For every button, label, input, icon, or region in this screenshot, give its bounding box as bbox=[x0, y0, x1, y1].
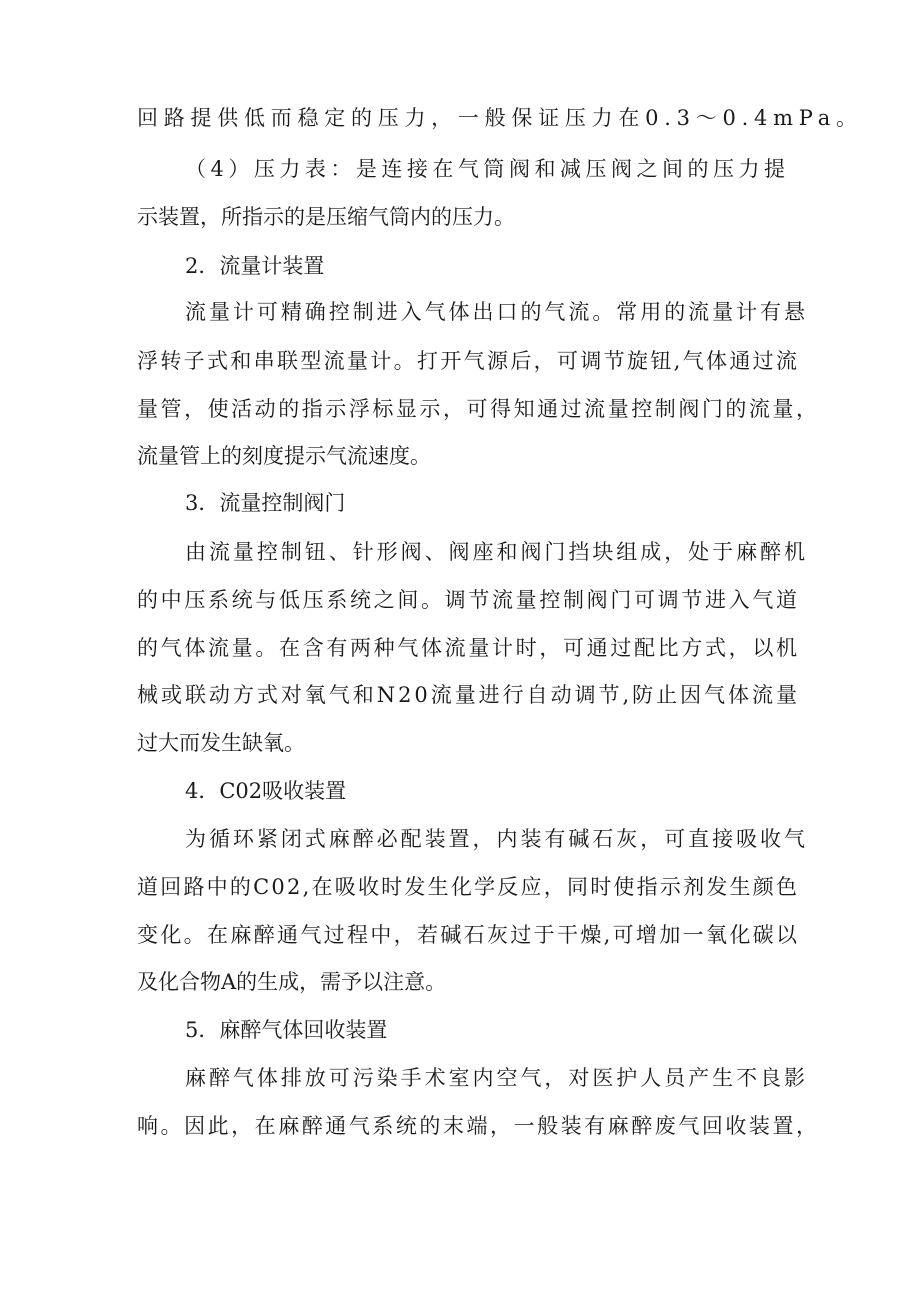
text-line: 浮转子式和串联型流量计。打开气源后，可调节旋钮,气体通过流 bbox=[137, 349, 800, 373]
text-line: 道回路中的C02,在吸收时发生化学反应，同时使指示剂发生颜色 bbox=[137, 875, 800, 899]
text-line: 过大而发生缺氧。 bbox=[137, 731, 305, 755]
section-heading: 3．流量控制阀门 bbox=[185, 491, 346, 515]
text-line: 示装置，所指示的是压缩气筒内的压力。 bbox=[137, 205, 515, 229]
text-line: 为循环紧闭式麻醉必配装置，内装有碱石灰，可直接吸收气 bbox=[185, 827, 808, 851]
section-heading: 2．流量计装置 bbox=[185, 254, 325, 278]
text-line: 变化。在麻醉通气过程中，若碱石灰过于干燥,可增加一氧化碳以 bbox=[137, 923, 800, 947]
text-line: 及化合物A的生成，需予以注意。 bbox=[137, 970, 447, 994]
section-heading: 4．C02吸收装置 bbox=[185, 779, 347, 803]
text-line: 量管，使活动的指示浮标显示，可得知通过流量控制阀门的流量， bbox=[137, 397, 820, 421]
text-line: 响。因此，在麻醉通气系统的末端，一般装有麻醉废气回收装置， bbox=[137, 1114, 820, 1138]
text-line: 流量计可精确控制进入气体出口的气流。常用的流量计有悬 bbox=[185, 300, 808, 324]
text-line: 的气体流量。在含有两种气体流量计时，可通过配比方式，以机 bbox=[137, 636, 800, 660]
text-line: 的中压系统与低压系统之间。调节流量控制阀门可调节进入气道 bbox=[137, 588, 800, 612]
text-line: （4）压力表：是连接在气筒阀和减压阀之间的压力提 bbox=[185, 157, 790, 181]
text-line: 麻醉气体排放可污染手术室内空气，对医护人员产生不良影 bbox=[185, 1066, 808, 1090]
text-line: 由流量控制钮、针形阀、阀座和阀门挡块组成，处于麻醉机 bbox=[185, 540, 808, 564]
text-line: 回路提供低而稳定的压力，一般保证压力在0.3～0.4mPa。 bbox=[137, 106, 863, 130]
text-line: 械或联动方式对氧气和N20流量进行自动调节,防止因气体流量 bbox=[137, 683, 800, 707]
text-line: 流量管上的刻度提示气流速度。 bbox=[137, 444, 431, 468]
section-heading: 5．麻醉气体回收装置 bbox=[185, 1018, 388, 1042]
